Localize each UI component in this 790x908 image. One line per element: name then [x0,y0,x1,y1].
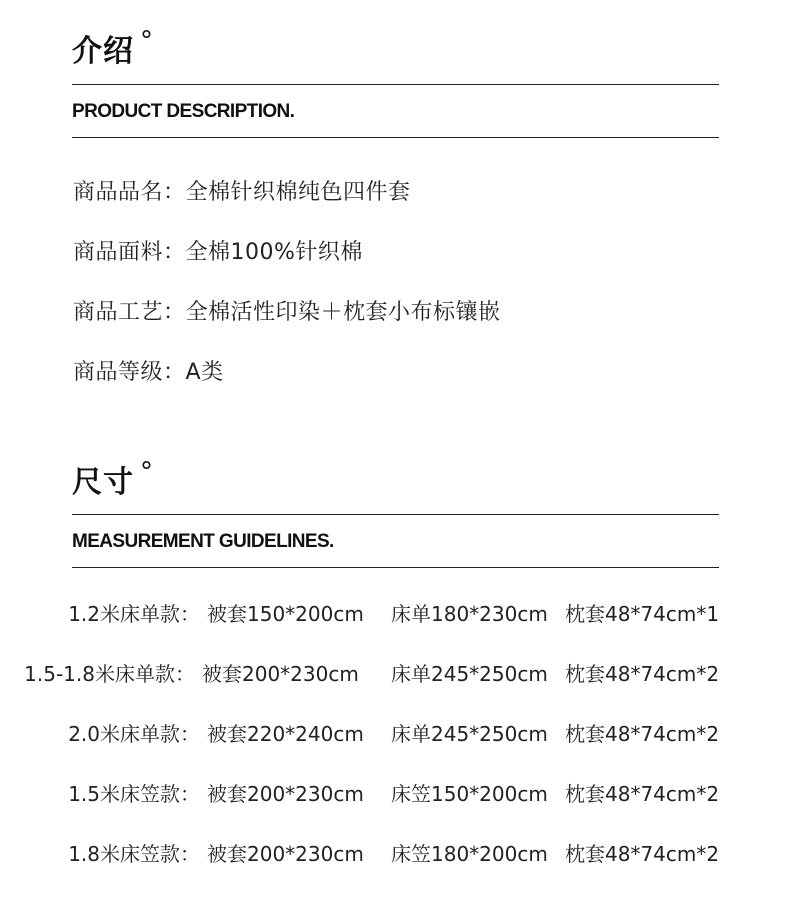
size-row [0,718,790,748]
size-degree-mark: ° [140,457,154,487]
intro-top-divider [72,84,719,85]
size-row-sheet: 床单245*250cm [391,662,548,686]
size-row-pillow: 枕套48*74cm*2 [565,722,720,746]
size-title-text: 尺寸 [72,465,134,500]
size-row-duvet: 被套200*230cm [202,662,359,686]
intro-title-text: 介绍 [72,34,134,69]
info-value: 全棉100%针织棉 [185,240,363,265]
size-row-pillow: 枕套48*74cm*2 [565,782,720,806]
size-row-name: 2.0米床单款： [68,722,200,746]
info-row-fabric [73,235,363,266]
info-row-craft [73,295,501,326]
intro-title [72,26,154,70]
intro-bottom-divider [72,137,719,138]
size-row-pillow: 枕套48*74cm*2 [565,842,720,866]
intro-degree-mark: ° [140,26,154,56]
size-top-divider [72,514,719,515]
size-row [0,838,790,868]
info-label: 商品品名： [73,180,186,205]
size-row [0,598,790,628]
size-row-name: 1.8米床笠款： [68,842,200,866]
size-subtitle: MEASUREMENT GUIDELINES. [72,531,334,552]
info-row-product-name [73,175,411,206]
size-bottom-divider [72,567,719,568]
info-row-grade [73,355,224,386]
intro-subtitle: PRODUCT DESCRIPTION. [72,101,295,122]
size-row-sheet: 床单245*250cm [391,722,548,746]
size-row-pillow: 枕套48*74cm*2 [565,662,720,686]
info-label: 商品等级： [73,360,186,385]
info-label: 商品面料： [73,240,186,265]
size-row-name: 1.5米床笠款： [68,782,200,806]
size-row-sheet: 床单180*230cm [391,602,548,626]
size-row-sheet: 床笠180*200cm [391,842,548,866]
size-row-name: 1.5-1.8米床单款： [24,662,195,686]
info-value: 全棉活性印染＋枕套小布标镶嵌 [185,300,501,325]
size-row-sheet: 床笠150*200cm [391,782,548,806]
size-row-name: 1.2米床单款： [68,602,200,626]
size-row-duvet: 被套200*230cm [207,782,364,806]
size-row [0,658,790,688]
size-row-duvet: 被套150*200cm [207,602,364,626]
info-value: A类 [185,360,224,385]
size-row-duvet: 被套200*230cm [207,842,364,866]
size-row [0,778,790,808]
size-title [72,457,154,501]
info-label: 商品工艺： [73,300,186,325]
size-row-pillow: 枕套48*74cm*1 [565,602,720,626]
info-value: 全棉针织棉纯色四件套 [185,180,411,205]
size-row-duvet: 被套220*240cm [207,722,364,746]
